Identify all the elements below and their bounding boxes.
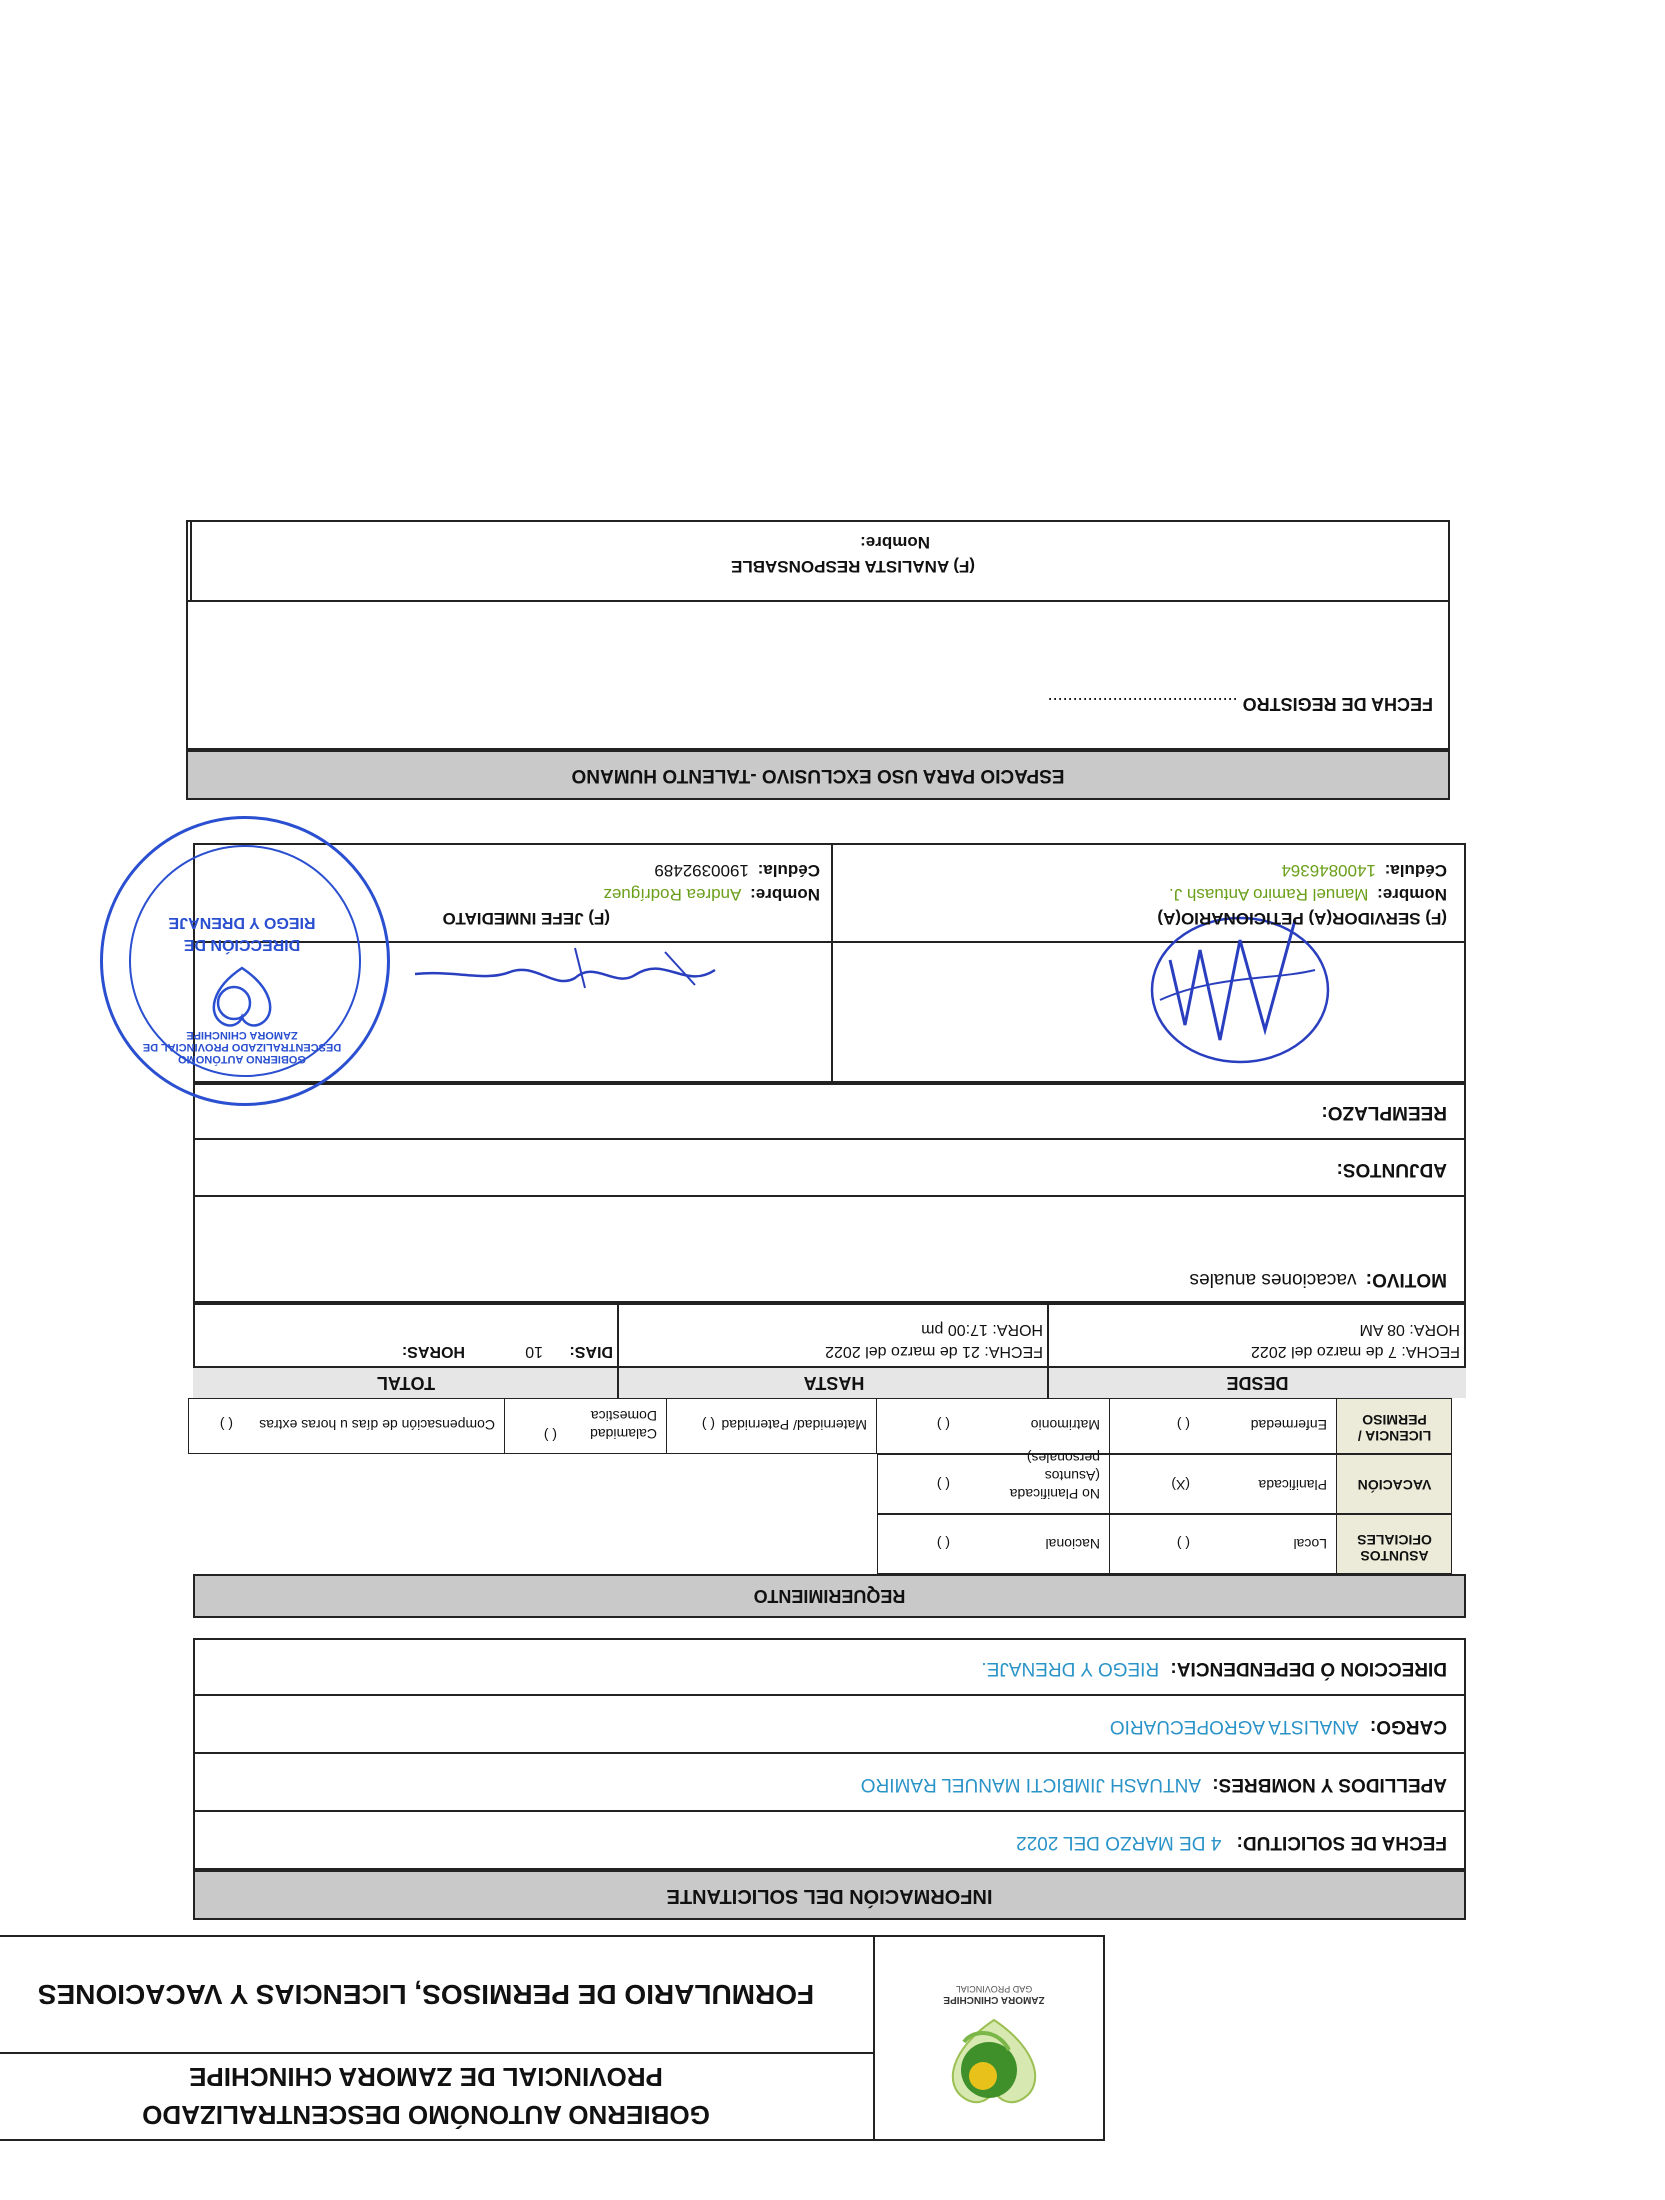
licencia-calamidad: Calamidad Domestica [590, 1408, 657, 1442]
desde-header: DESDE [1226, 1373, 1289, 1393]
jefe-nombre: Andrea Rodríguez [603, 885, 742, 904]
vacacion-label: VACACIÓN [1357, 1477, 1432, 1493]
servidor-title: (F) SERVIDOR(A) PETICIONARIO(A) [1157, 909, 1447, 928]
analista-title: (F) ANALISTA RESPONSABLE [731, 557, 975, 576]
stamp-logo-icon [202, 963, 282, 1033]
hasta-hora: HORA: 17:00 pm [921, 1321, 1043, 1338]
org-name-line1: GOBIERNO AUTONÓMO DESCENTRALIZADO [142, 2100, 710, 2130]
nombres-label: APELLIDOS Y NOMBRES: [1212, 1774, 1447, 1795]
gad-logo [919, 1950, 1069, 2120]
cargo-row [1110, 1715, 1447, 1737]
desde-hora: HORA: 08 AM [1359, 1321, 1460, 1338]
licencia-compensacion-checkbox[interactable]: ( ) [219, 1417, 233, 1433]
servidor-cedula-row [1281, 860, 1447, 880]
logo-subtext: GAD PROVINCIAL [955, 1984, 1033, 1994]
vacacion-no-planificada: No Planificada (Asuntos personales) [1009, 1450, 1100, 1502]
requerimiento-title: REQUERIMIENTO [753, 1586, 906, 1606]
jefe-cedula-row [654, 860, 820, 880]
vacacion-no-planificada-checkbox[interactable]: ( ) [936, 1477, 950, 1493]
form-title: FORMULARIO DE PERMISOS, LICENCIAS Y VACACIONES [37, 1979, 815, 2010]
fecha-registro-label: FECHA DE REGISTRO [1242, 694, 1433, 714]
servidor-cedula-label: Cédula: [1384, 861, 1447, 880]
heart-leaf-logo-icon [919, 2010, 1069, 2120]
asuntos-local: Local [1293, 1536, 1327, 1552]
licencia-enfermedad: Enfermedad [1250, 1417, 1327, 1433]
licencia-calamidad-checkbox[interactable]: ( ) [543, 1428, 557, 1444]
servidor-signature [1145, 910, 1335, 1070]
solicitante-title: INFORMACIÓN DEL SOLICITANTE [666, 1885, 993, 1907]
reemplazo-label: REEMPLAZO: [1321, 1102, 1447, 1123]
motivo-value: vacaciones anuales [1189, 1269, 1357, 1290]
licencia-compensacion: Compensación de días u horas extras [259, 1417, 495, 1433]
analista-nombre-label: Nombre: [860, 533, 930, 552]
motivo-label: MOTIVO: [1365, 1269, 1447, 1290]
licencia-maternidad: Maternidad/ Paternidad [721, 1417, 867, 1433]
vacacion-planificada: Planificada [1258, 1477, 1327, 1493]
fecha-solicitud-label: FECHA DE SOLICITUD: [1236, 1832, 1447, 1853]
logo-text: ZAMORA CHINCHIPE [943, 1994, 1045, 2005]
stamp-ring-text: GOBIERNO AUTÓNOMO DESCENTRALIZADO PROVINCIAL DE ZAMORA CHINCHIPE [142, 1029, 342, 1065]
fecha-solicitud-value: 4 DE MARZO DEL 2022 [1016, 1832, 1222, 1853]
servidor-nombre: Manuel Ramiro Antuash J. [1168, 885, 1369, 904]
adjuntos-label: ADJUNTOS: [1336, 1159, 1447, 1180]
stamp-center-line1: DIRECCIÓN DE [183, 936, 301, 953]
asuntos-nacional: Nacional [1045, 1536, 1100, 1552]
licencia-matrimonio: Matrimonio [1030, 1417, 1100, 1433]
licencia-maternidad-checkbox[interactable]: ( ) [701, 1417, 715, 1433]
licencia-matrimonio-checkbox[interactable]: ( ) [936, 1417, 950, 1433]
licencia-enfermedad-checkbox[interactable]: ( ) [1176, 1417, 1190, 1433]
horas-label: HORAS: [401, 1343, 465, 1360]
direccion-value: RIEGO Y DRENAJE. [981, 1658, 1160, 1679]
motivo-row [1190, 1268, 1447, 1290]
fecha-registro-row [1048, 693, 1433, 714]
servidor-cedula: 1400846364 [1281, 861, 1376, 880]
jefe-nombre-row [603, 884, 820, 904]
servidor-nombre-label: Nombre: [1377, 885, 1447, 904]
licencia-label: LICENCIA / PERMISO [1357, 1412, 1432, 1444]
jefe-signature [405, 940, 725, 1000]
nombres-row [861, 1773, 1447, 1795]
jefe-nombre-label: Nombre: [750, 885, 820, 904]
asuntos-nacional-checkbox[interactable]: ( ) [936, 1536, 950, 1552]
fecha-registro-dots: ...................................... [1047, 694, 1238, 714]
asuntos-local-checkbox[interactable]: ( ) [1176, 1536, 1190, 1552]
nombres-value: ANTUASH JIMBICTI MANUEL RAMIRO [860, 1774, 1201, 1795]
dias-value: 10 [525, 1343, 543, 1360]
desde-fecha: FECHA: 7 de marzo del 2022 [1251, 1343, 1460, 1360]
talento-body [186, 520, 1450, 750]
hasta-header: HASTA [803, 1373, 865, 1393]
cargo-value: ANALISTA AGROPECUARIO [1109, 1716, 1359, 1737]
official-stamp [100, 816, 390, 1106]
talento-title: ESPACIO PARA USO EXCLUSIVO -TALENTO HUMANO [571, 765, 1065, 786]
cargo-label: CARGO: [1369, 1716, 1447, 1737]
servidor-nombre-row [1169, 884, 1447, 904]
stamp-center-line2: RIEGO Y DRENAJE [168, 914, 316, 931]
jefe-cedula: 1900392489 [654, 861, 749, 880]
dias-label: DIAS: [569, 1343, 613, 1360]
fecha-solicitud-row [1016, 1831, 1447, 1853]
asuntos-label: ASUNTOS OFICIALES [1357, 1532, 1432, 1564]
hasta-fecha: FECHA: 21 de marzo del 2022 [825, 1343, 1043, 1360]
total-header: TOTAL [376, 1373, 436, 1393]
jefe-cedula-label: Cédula: [757, 861, 820, 880]
jefe-title: (F) JEFE INMEDIATO [442, 909, 610, 928]
direccion-row [981, 1657, 1447, 1679]
org-name-line2: PROVINCIAL DE ZAMORA CHINCHIPE [189, 2062, 663, 2092]
direccion-label: DIRECCION Ó DEPENDENCIA: [1170, 1658, 1447, 1679]
vacacion-planificada-checkbox[interactable]: (X) [1171, 1477, 1190, 1493]
